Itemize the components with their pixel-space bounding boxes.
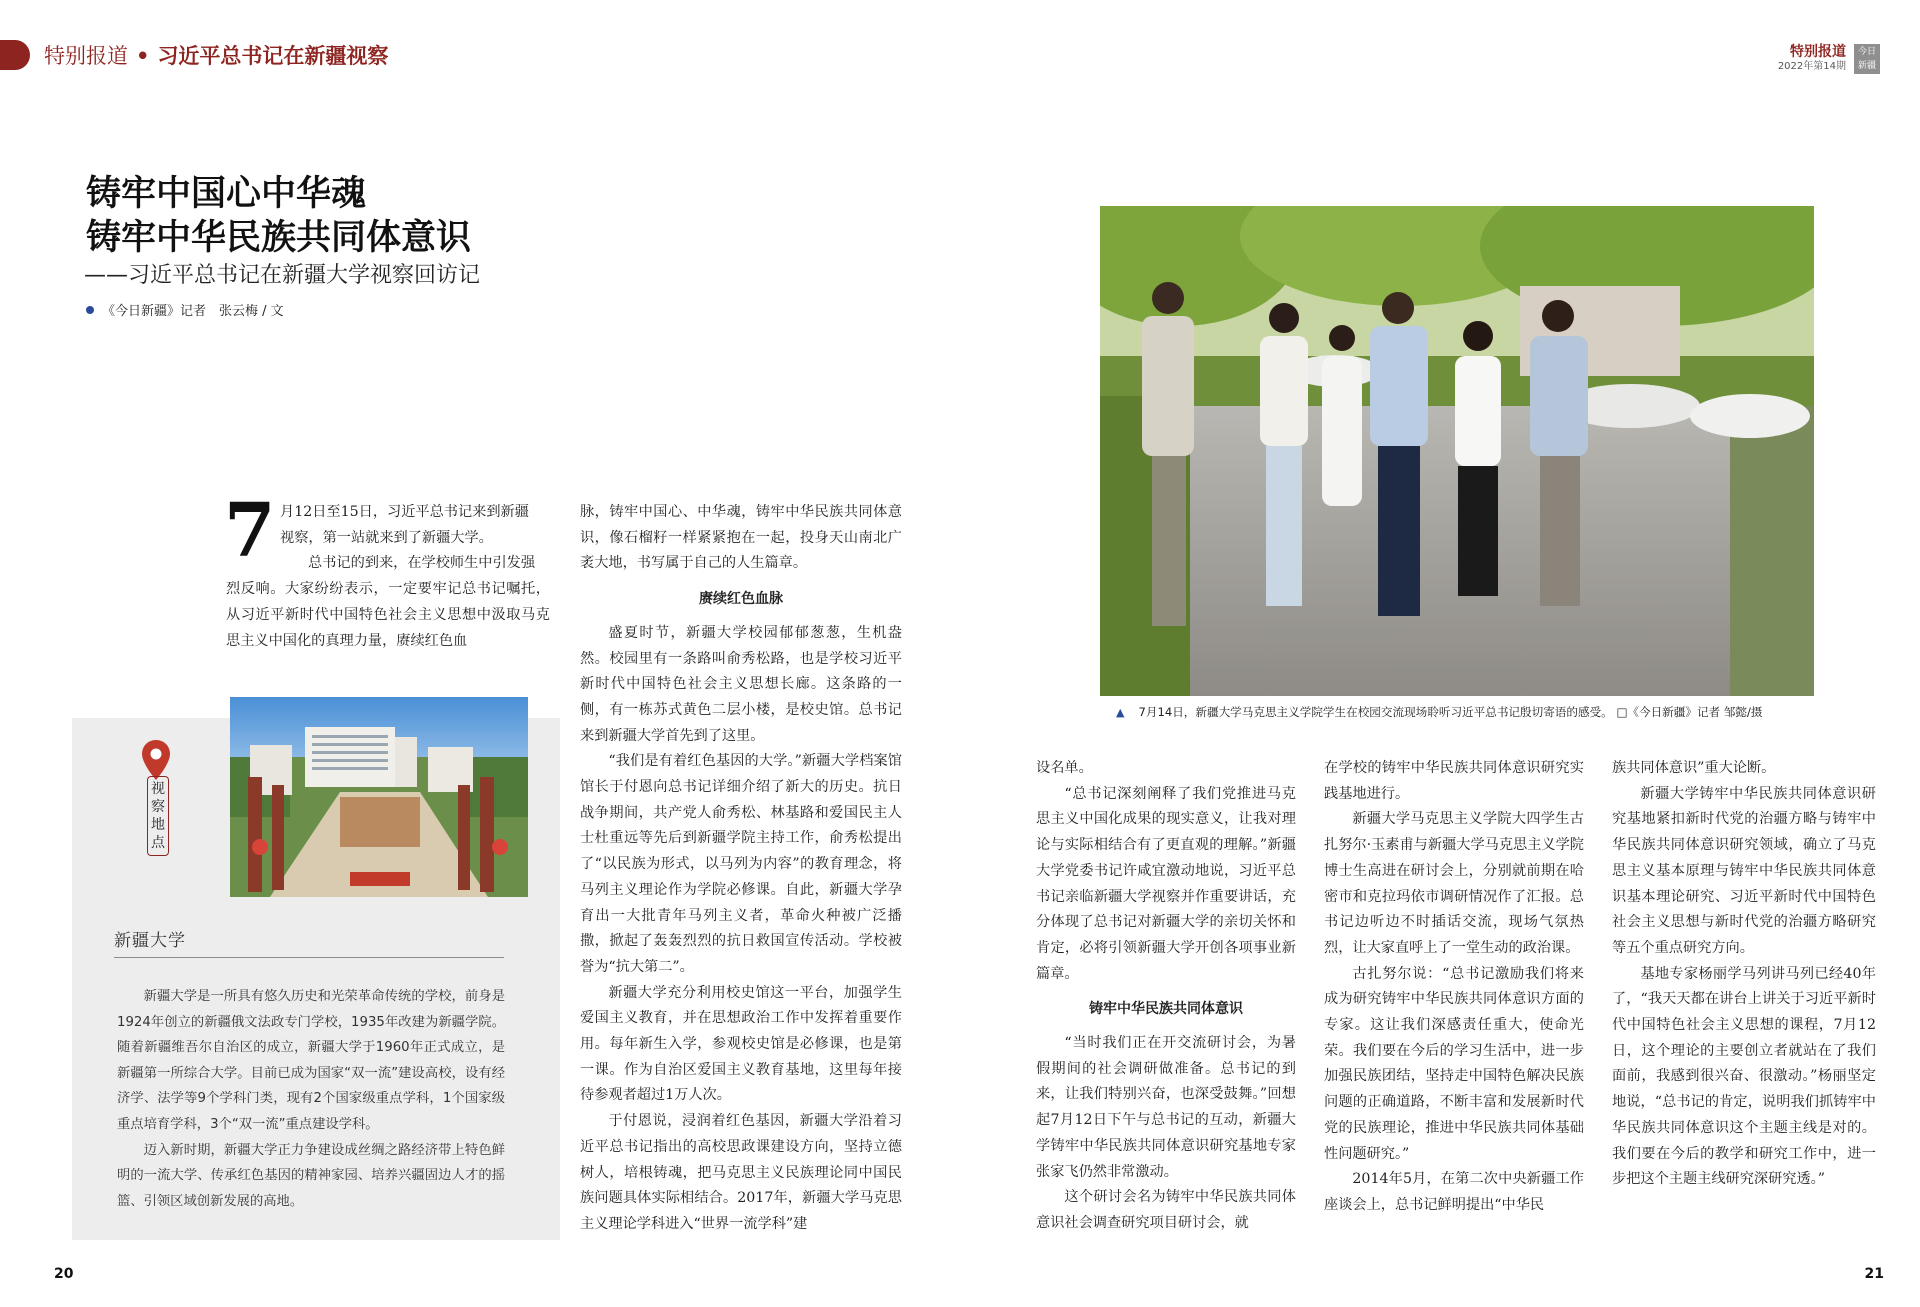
text-column-4 <box>1324 756 1584 1219</box>
col3-paragraph-2: “总书记深刻阐释了我们党推进马克思主义中国化成果的现实意义，让我对理论与实际相结合有了更直观的理解。”新疆大学党委书记许咸宜激动地说，习近平总书记亲临新疆大学视察并作重要讲话，充分体现了总书记对新疆大学的亲切关怀和肯定，必将引领新疆大学开创各项事业新篇章。 <box>1036 785 1296 982</box>
running-header-right <box>1778 44 1880 74</box>
col1-line-2: 视察，第一站就来到了新疆大学。 <box>280 529 493 546</box>
caption-text: 7月14日，新疆大学马克思主义学院学生在校园交流现场聆听习近平总书记殷切寄语的感受。 □《今日新疆》记者 邹懿/摄 <box>1138 705 1763 719</box>
header-right-text <box>1778 44 1846 74</box>
col1-line-1: 月12日至15日，习近平总书记来到新疆 <box>280 504 529 520</box>
section-heading-community: 铸牢中华民族共同体意识 <box>1089 1001 1243 1018</box>
header-topic: 习近平总书记在新疆视察 <box>157 44 389 68</box>
byline-bullet-icon <box>86 306 94 314</box>
sidebar-title: 新疆大学 <box>114 926 504 958</box>
text-column-5 <box>1612 756 1876 1193</box>
col3-paragraph-4: 这个研讨会名为铸牢中华民族共同体意识社会调查研究项目研讨会，就 <box>1036 1189 1296 1231</box>
header-text <box>44 40 388 70</box>
col2-paragraph-4: 新疆大学充分利用校史馆这一平台，加强学生爱国主义教育，并在思想政治工作中发挥着重要作用。每年新生入学，参观校史馆是必修课，也是第一课。作为自治区爱国主义教育基地，这里每年接待参观者超过1万人次。 <box>580 984 902 1104</box>
col5-paragraph-3: 基地专家杨丽学马列讲马列已经40年了，“我天天都在讲台上讲关于习近平新时代中国特色社会主义思想的课程，7月12日，这个理论的主要创立者就站在了我们面前，我感到很兴奋、很激动。”杨丽坚定地说，“总书记的肯定，说明我们抓铸牢中华民族共同体意识这个主题主线是对的。我们要在今后的教学和研究工作中，进一步把这个主题主线研究深研究透。” <box>1612 965 1876 1188</box>
col3-paragraph-3: “当时我们正在开交流研讨会，为暑假期间的社会调研做准备。总书记的到来，让我们特别兴奋，也深受鼓舞。”回想起7月12日下午与总书记的互动，新疆大学铸牢中华民族共同体意识研究基地专家张家飞仍然非常激动。 <box>1036 1035 1296 1180</box>
text-column-1 <box>226 500 550 654</box>
title-line-2: 铸牢中华民族共同体意识 <box>86 218 472 258</box>
university-campus-photo <box>230 697 528 897</box>
col5-paragraph-2: 新疆大学铸牢中华民族共同体意识研究基地紧扣新时代党的治疆方略与铸牢中华民族共同体意识研究领域，确立了马克思主义基本原理与铸牢中华民族共同体意识基本理论研究、习近平新时代中国特色社会主义思想与新时代党的治疆方略研究等五个重点研究方向。 <box>1612 785 1876 956</box>
col2-paragraph-2: 盛夏时节，新疆大学校园郁郁葱葱，生机盎然。校园里有一条路叫俞秀松路，也是学校习近平新时代中国特色社会主义思想长廊。这条路的一侧，有一栋苏式黄色二层小楼，是校史馆。总书记来到新疆大学首先到了这里。 <box>580 624 902 744</box>
header-right-section: 特别报道 <box>1790 44 1846 60</box>
running-header-left <box>0 40 388 70</box>
text-column-2 <box>580 500 902 1238</box>
col4-paragraph-1: 在学校的铸牢中华民族共同体意识研究实践基地进行。 <box>1324 760 1584 802</box>
header-tab-marker <box>0 40 30 70</box>
col4-paragraph-3: 古扎努尔说：“总书记激励我们将来成为研究铸牢中华民族共同体意识方面的专家。这让我们深感责任重大，使命光荣。我们要在今后的学习生活中，进一步加强民族团结，坚持走中国特色解决民族问题的正确道路，不断丰富和发展新时代党的民族理论，推进中华民族共同体基础性问题研究。” <box>1324 965 1584 1162</box>
magazine-logo <box>1854 44 1880 74</box>
col2-paragraph-1: 脉，铸牢中国心、中华魂，铸牢中华民族共同体意识，像石榴籽一样紧紧抱在一起，投身天山南北广袤大地，书写属于自己的人生篇章。 <box>580 504 902 572</box>
col1-paragraph: 烈反响。大家纷纷表示，一定要牢记总书记嘱托，从习近平新时代中国特色社会主义思想中汲取马克思主义中国化的真理力量，赓续红色血 <box>226 581 550 649</box>
caption-triangle-icon: ▲ <box>1116 705 1125 719</box>
header-dot: • <box>136 44 150 68</box>
header-issue: 2022年第14期 <box>1777 61 1846 72</box>
logo-line-1: 今日 <box>1857 47 1876 57</box>
article-title <box>86 172 471 260</box>
sidebar-paragraph-2: 迈入新时期，新疆大学正力争建设成丝绸之路经济带上特色鲜明的一流大学、传承红色基因的精神家园、培养兴疆固边人才的摇篮、引领区域创新发展的高地。 <box>117 1142 505 1209</box>
col3-paragraph-1: 设名单。 <box>1036 760 1093 776</box>
sidebar-text <box>117 984 505 1214</box>
article-subtitle: ——习近平总书记在新疆大学视察回访记 <box>84 263 481 288</box>
col4-paragraph-2: 新疆大学马克思主义学院大四学生古扎努尔·玉素甫与新疆大学马克思主义学院博士生高进在研讨会上，分别就前期在哈密市和克拉玛依市调研情况作了汇报。总书记边听边不时插话交流，现场气氛热烈，让大家直呼上了一堂生动的政治课。 <box>1324 811 1584 956</box>
logo-line-2: 新疆 <box>1857 61 1876 71</box>
page-number-right: 21 <box>1864 1266 1884 1282</box>
byline <box>86 300 284 319</box>
header-section: 特别报道 <box>44 44 128 68</box>
sidebar-paragraph-1: 新疆大学是一所具有悠久历史和光荣革命传统的学校，前身是1924年创立的新疆俄文法政专门学校，1935年改建为新疆学院。随着新疆维吾尔自治区的成立，新疆大学于1960年正式成立，是新疆第一所综合大学。目前已成为国家“双一流”建设高校，设有经济学、法学等9个学科门类，现有2个国家级重点学科，1个国家级重点培育学科，3个“双一流”重点建设学科。 <box>117 989 505 1132</box>
col2-paragraph-3: “我们是有着红色基因的大学。”新疆大学档案馆馆长于付恩向总书记详细介绍了新大的历史。抗日战争期间，共产党人俞秀松、林基路和爱国民主人士杜重远等先后到新疆学院主持工作，俞秀松提出了“以民族为形式，以马列为内容”的教育理念，将马列主义理论作为学院必修课。自此，新疆大学孕育出一大批青年马列主义者，革命火种被广泛播撒，掀起了轰轰烈烈的抗日救国宣传活动。学校被誉为“抗大第二”。 <box>580 753 902 975</box>
vertical-label: 视察地点 <box>147 776 169 856</box>
photo-caption <box>1116 704 1816 720</box>
location-pin-icon <box>142 740 170 780</box>
col1-line-3: 总书记的到来，在学校师生中引发强 <box>308 555 536 572</box>
byline-text: 《今日新疆》记者 张云梅 / 文 <box>102 304 284 319</box>
title-line-1: 铸牢中国心中华魂 <box>86 174 367 214</box>
page-number-left: 20 <box>54 1266 74 1282</box>
students-walking-photo <box>1100 206 1814 696</box>
col2-paragraph-5: 于付恩说，浸润着红色基因，新疆大学沿着习近平总书记指出的高校思政课建设方向，坚持立德树人，培根铸魂，把马克思主义民族理论同中国民族问题具体实际相结合。2017年，新疆大学马克思主义理论学科进入“世界一流学科”建 <box>580 1113 902 1232</box>
drop-cap: 7 <box>224 488 276 574</box>
col5-paragraph-1: 族共同体意识”重大论断。 <box>1612 760 1776 776</box>
section-heading-red-bloodline: 赓续红色血脉 <box>699 591 783 608</box>
text-column-3 <box>1036 756 1296 1237</box>
col4-paragraph-4: 2014年5月，在第二次中央新疆工作座谈会上，总书记鲜明提出“中华民 <box>1324 1171 1584 1213</box>
